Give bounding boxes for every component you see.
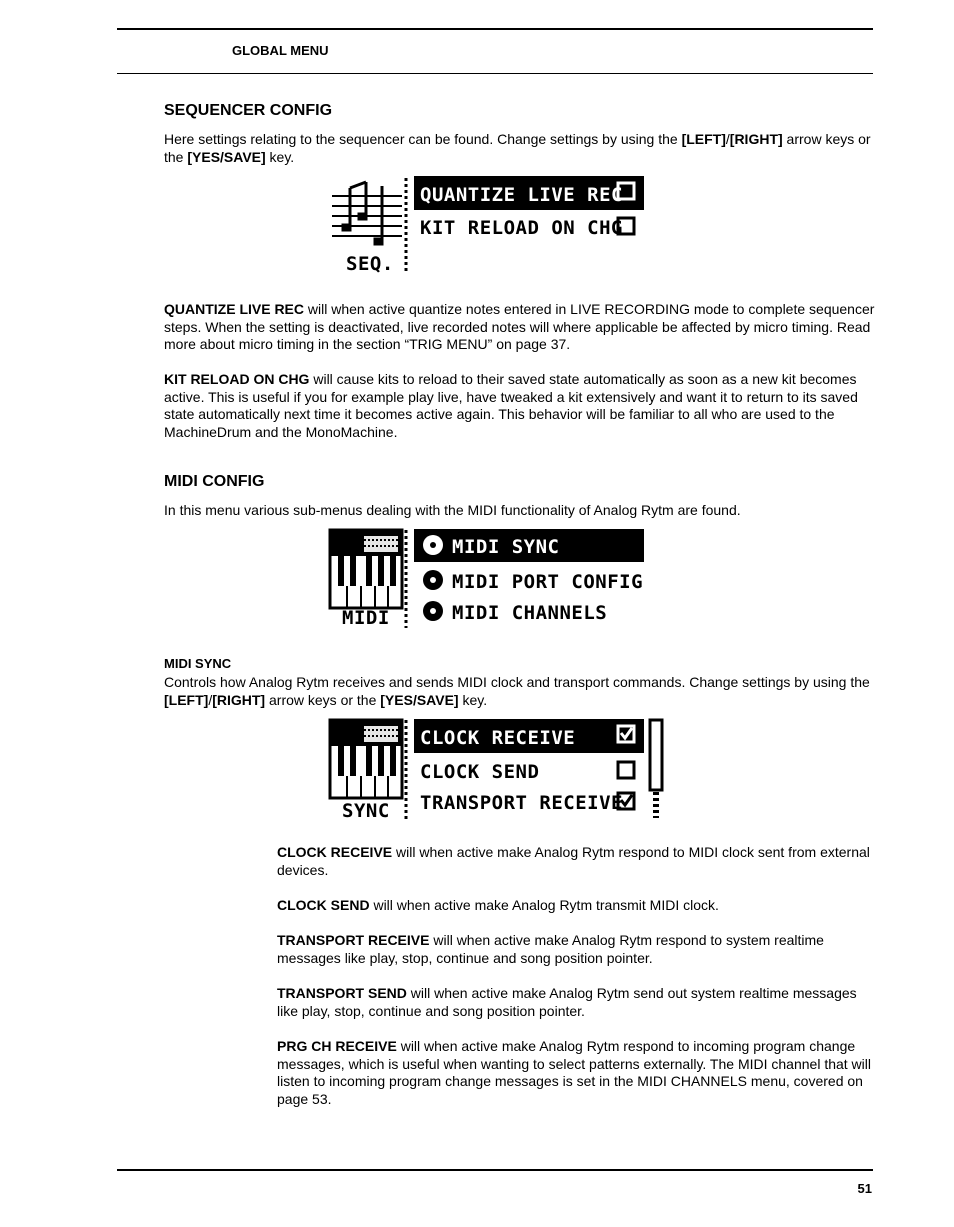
clock-send-text: CLOCK SEND will when active make Analog Rytm transmit MIDI clock. <box>277 897 719 913</box>
subsection-title-midi-sync: MIDI SYNC <box>164 656 232 671</box>
screen-row[interactable]: KIT RELOAD ON CHG <box>420 217 623 239</box>
seq-config-screen <box>328 176 648 276</box>
midi-sync-screen <box>328 718 668 822</box>
sequencer-intro: Here settings relating to the sequencer can be found. Change settings by using the [LEFT]/[RIGHT] arrow keys or the [YES/SAVE] key. <box>164 131 871 165</box>
gear-icon <box>423 570 443 590</box>
top-rule <box>117 28 873 30</box>
screen-row[interactable]: CLOCK RECEIVE <box>420 727 576 749</box>
clock-receive-text: CLOCK RECEIVE will when active make Analog Rytm respond to MIDI clock sent from external devices. <box>277 844 870 878</box>
screen-label: SEQ. <box>346 253 394 275</box>
screen-row[interactable]: MIDI PORT CONFIG <box>452 571 644 593</box>
gear-icon <box>423 601 443 621</box>
prg-ch-receive-text: PRG CH RECEIVE will when active make Analog Rytm respond to incoming program change messages, which is useful when wanting to select patterns externally. The MIDI channel that will listen to incoming program change messages is set in the MIDI CHANNELS menu, covered on page 53. <box>277 1038 871 1107</box>
piano-keys-icon <box>330 530 402 608</box>
screen-row[interactable]: MIDI CHANNELS <box>452 602 608 624</box>
header-rule <box>117 73 873 74</box>
kit-reload-text: KIT RELOAD ON CHG will cause kits to reload to their saved state automatically as soon as a new kit becomes active. This is useful if you for example play live, have tweaked a kit extensively and want it to return to its saved state automatically next time it becomes active again. This behavior will be familiar to all who are used to the MachineDrum and the MonoMachine. <box>164 371 858 440</box>
midi-config-screen <box>328 528 648 630</box>
quantize-live-rec-text: QUANTIZE LIVE REC will when active quantize notes entered in LIVE RECORDING mode to complete sequencer steps. When the setting is deactivated, live recorded notes will where applicable be affected by micro timing. Read more about micro timing in the section “TRIG MENU” on page 37. <box>164 301 875 353</box>
checkbox-empty-icon[interactable] <box>618 762 634 778</box>
screen-row[interactable]: TRANSPORT RECEIVE <box>420 792 623 814</box>
section-title-sequencer-config: SEQUENCER CONFIG <box>164 102 333 119</box>
screen-label: MIDI <box>342 607 390 629</box>
midi-sync-intro: Controls how Analog Rytm receives and sends MIDI clock and transport commands. Change settings by using the [LEFT]/[RIGHT] arrow keys or the [YES/SAVE] key. <box>164 674 870 708</box>
gear-icon <box>423 535 443 555</box>
screen-row[interactable]: CLOCK SEND <box>420 761 540 783</box>
midi-config-intro: In this menu various sub-menus dealing with the MIDI functionality of Analog Rytm are found. <box>164 502 741 518</box>
transport-send-text: TRANSPORT SEND will when active make Analog Rytm send out system realtime messages like play, stop, continue and song position pointer. <box>277 985 857 1019</box>
footer-rule <box>117 1169 873 1171</box>
screen-row[interactable]: MIDI SYNC <box>452 536 560 558</box>
scrollbar[interactable] <box>650 720 662 818</box>
transport-receive-text: TRANSPORT RECEIVE will when active make Analog Rytm respond to system realtime messages like play, stop, continue and song position pointer. <box>277 932 824 966</box>
section-title-midi-config: MIDI CONFIG <box>164 473 265 490</box>
screen-label: SYNC <box>342 800 390 822</box>
music-notes-icon <box>332 182 402 245</box>
running-header: GLOBAL MENU <box>232 43 329 58</box>
page-number: 51 <box>857 1181 872 1196</box>
screen-row[interactable]: QUANTIZE LIVE REC <box>420 184 623 206</box>
piano-keys-icon <box>330 720 402 798</box>
